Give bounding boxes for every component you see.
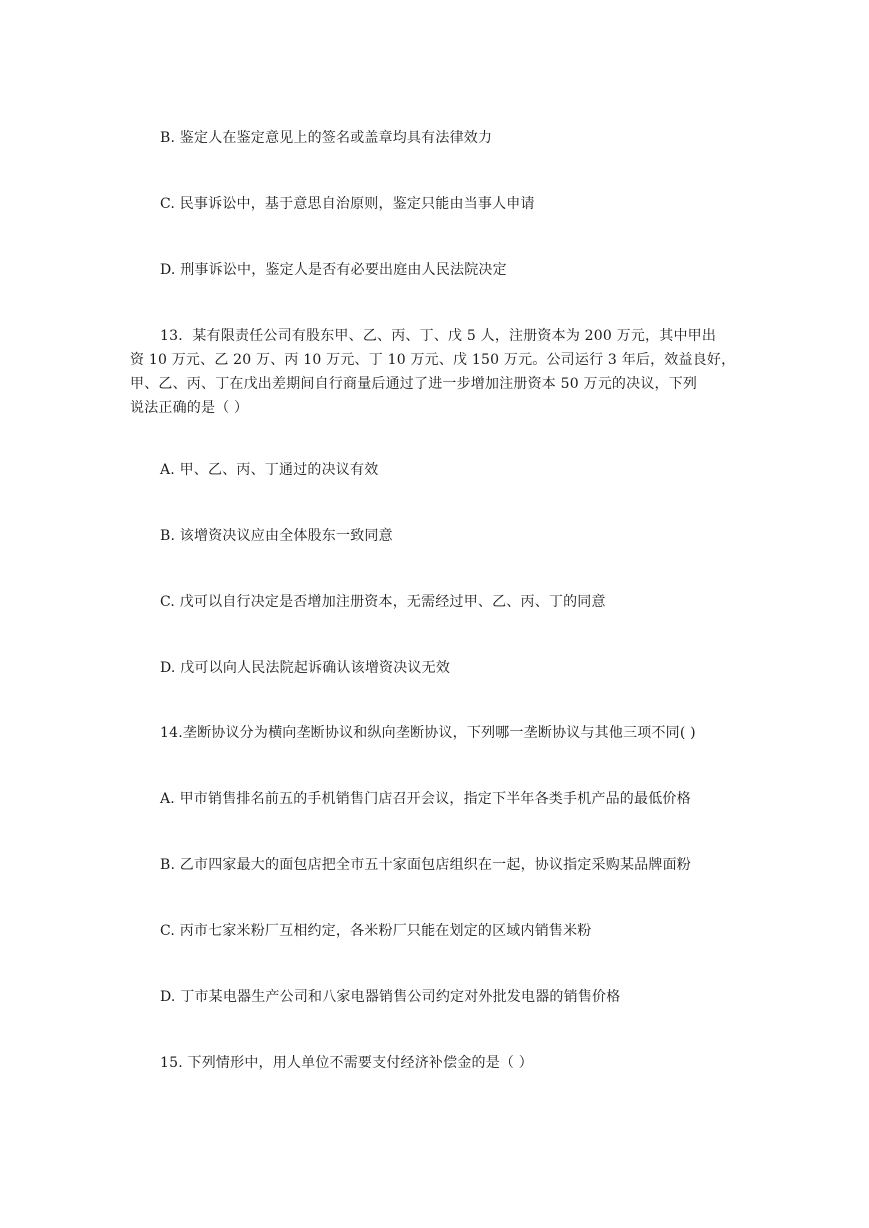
q14-option-a: A. 甲市销售排名前五的手机销售门店召开会议，指定下半年各类手机产品的最低价格 bbox=[160, 791, 691, 807]
q12-option-d: D. 刑事诉讼中，鉴定人是否有必要出庭由人民法院决定 bbox=[160, 262, 507, 278]
q13-stem bbox=[130, 324, 740, 420]
q13-option-b: B. 该增资决议应由全体股东一致同意 bbox=[160, 528, 393, 544]
q13-option-c: C. 戊可以自行决定是否增加注册资本，无需经过甲、乙、丙、丁的同意 bbox=[160, 594, 606, 610]
q15-stem: 15. 下列情形中，用人单位不需要支付经济补偿金的是（ ） bbox=[160, 1055, 533, 1071]
q13-stem-line: 资 10 万元、乙 20 万、丙 10 万元、丁 10 万元、戊 150 万元。公司运行 3 年后，效益良好， bbox=[130, 352, 736, 368]
q13-option-a: A. 甲、乙、丙、丁通过的决议有效 bbox=[160, 462, 379, 478]
q12-option-c: C. 民事诉讼中，基于意思自治原则，鉴定只能由当事人申请 bbox=[160, 196, 535, 212]
q14-option-c: C. 丙市七家米粉厂互相约定，各米粉厂只能在划定的区域内销售米粉 bbox=[160, 923, 592, 939]
q14-option-d: D. 丁市某电器生产公司和八家电器销售公司约定对外批发电器的销售价格 bbox=[160, 989, 621, 1005]
q12-option-b: B. 鉴定人在鉴定意见上的签名或盖章均具有法律效力 bbox=[160, 130, 493, 146]
q14-stem: 14.垄断协议分为横向垄断协议和纵向垄断协议，下列哪一垄断协议与其他三项不同( ) bbox=[160, 725, 696, 741]
q13-stem-line: 甲、乙、丙、丁在戊出差期间自行商量后通过了进一步增加注册资本 50 万元的决议，下列 bbox=[130, 376, 698, 392]
q13-stem-line: 13．某有限责任公司有股东甲、乙、丙、丁、戊 5 人，注册资本为 200 万元，其中甲出 bbox=[160, 328, 717, 344]
q14-option-b: B. 乙市四家最大的面包店把全市五十家面包店组织在一起，协议指定采购某品牌面粉 bbox=[160, 857, 691, 873]
q13-stem-line: 说法正确的是（ ） bbox=[130, 400, 249, 416]
q13-option-d: D. 戊可以向人民法院起诉确认该增资决议无效 bbox=[160, 660, 451, 676]
